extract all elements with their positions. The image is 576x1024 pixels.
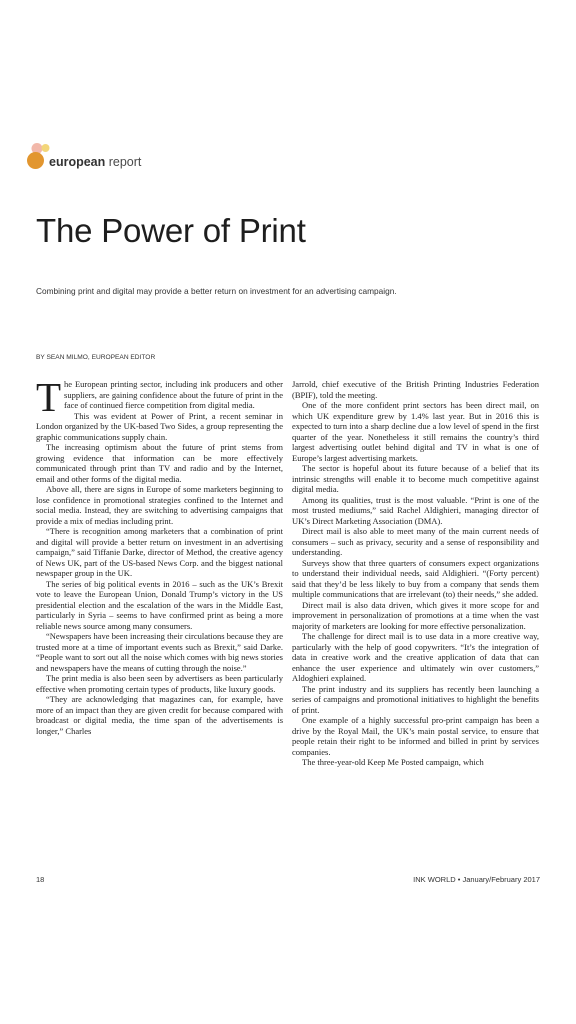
paragraph-text: he European printing sector, including ink producers and other suppliers, are gaining confidence about the future of print in the face of continued fierce competition from digital media.: [64, 379, 283, 410]
paragraph: Direct mail is also data driven, which gives it more scope for and improvement in personalization of promotions at a time when the vast majority of marketers are looking for more effective personalization.: [292, 599, 539, 631]
paragraph: Above all, there are signs in Europe of some marketers beginning to lose confidence in promotional strategies confined to the Internet and social media. Instead, they are switching to advertising campaigns that provide a mix of medias including print.: [36, 484, 283, 526]
paragraph: One example of a highly successful pro-print campaign has been a drive by the Royal Mail, the UK’s main postal service, to ensure that people retain their right to be informed and billed in print by services companies.: [292, 715, 539, 757]
paragraph: One of the more confident print sectors has been direct mail, on which UK expenditure grew by 1.4% last year. But in 2016 this is expected to turn into a sharp decline due a low level of spend in the first quarter of the year. Nonetheless it still remains the country’s third largest advertising outlet behind digital and TV in what is one of Europe’s largest advertising markets.: [292, 400, 539, 463]
byline: BY SEAN MILMO, EUROPEAN EDITOR: [36, 354, 156, 361]
paragraph: “Newspapers have been increasing their circulations because they are trusted more at a time of important events such as Brexit,” said Darke. “People want to sort out all the noise which comes with big news stories and newspapers have the means of cutting through the noise.”: [36, 631, 283, 673]
section-label-prefix: european: [49, 155, 106, 169]
body-column-2: [292, 379, 539, 768]
section-label-suffix: report: [105, 155, 142, 169]
paragraph: Direct mail is also able to meet many of the main current needs of consumers – such as privacy, security and a sense of responsibility and understanding.: [292, 526, 539, 557]
paragraph: This was evident at Power of Print, a recent seminar in London organized by the UK-based Two Sides, a group representing the graphic communications supply chain.: [36, 410, 283, 442]
paragraph: The sector is hopeful about its future because of a belief that its intrinsic strengths will enable it to become much competitive against digital media.: [292, 463, 539, 494]
paragraph: “They are acknowledging that magazines can, for example, have more of an impact than they are given credit for because compared with broadcast or digital media, the time span of the advertisements is longer,” Charles: [36, 694, 283, 736]
paragraph: Among its qualities, trust is the most valuable. “Print is one of the most trusted mediums,” said Rachel Aldighieri, managing director of UK’s Direct Marketing Association (DMA).: [292, 494, 539, 526]
paragraph: The three-year-old Keep Me Posted campaign, which: [302, 757, 484, 767]
drop-cap: T: [36, 374, 62, 420]
paragraph: The print industry and its suppliers has recently been launching a series of campaigns and promotional initiatives to highlight the benefits of print.: [292, 683, 539, 715]
paragraph: [36, 374, 283, 420]
paragraph: The challenge for direct mail is to use data in a more creative way, particularly with the help of good copywriters. “It’s the integration of data in creative work and the creative application of data that can enhance the user experience and ultimately win over customers,” Aldoghieri explained.: [292, 631, 539, 683]
article-dek: Combining print and digital may provide a better return on investment for an advertising campaign.: [36, 286, 397, 296]
body-column-1: [36, 374, 283, 736]
paragraph: Jarrold, chief executive of the British Printing Industries Federation (BPIF), told the meeting.: [292, 379, 539, 400]
paragraph: Surveys show that three quarters of consumers expect organizations to understand their individual needs, said Aldighieri. “(Forty percent) said that they’d be less likely to buy from a company that sends them multiple communications that are irrelevant (to) their needs,” she added.: [292, 557, 539, 599]
section-label: [49, 155, 141, 169]
article-title: The Power of Print: [36, 212, 306, 249]
paragraph: The increasing optimism about the future of print stems from growing evidence that information can be more effectively communicated through print than TV and radio and by the Internet, email and other forms of the digital media.: [36, 442, 283, 484]
paragraph: The series of big political events in 2016 – such as the UK’s Brexit vote to leave the European Union, Donald Trump’s victory in the US presidential election and the escalation of the wars in the Middle East, particularly in Syria – seems to have confirmed print as being a more reliable news source among many consumers.: [36, 578, 283, 631]
publication-footer: INK WORLD • January/February 2017: [413, 875, 540, 884]
page-number: 18: [36, 875, 45, 884]
paragraph: “There is recognition among marketers that a combination of print and digital will provide a better return on investment in an advertising campaign,” said Tiffanie Darke, director of Method, the creative agency of News UK, part of the US-based News Corp. and the biggest national newspaper group in the UK.: [36, 526, 283, 578]
section-logo-icon: [26, 139, 50, 173]
paragraph: The print media is also been seen by advertisers as been particularly effective when promoting certain types of products, like luxury goods.: [36, 673, 283, 694]
